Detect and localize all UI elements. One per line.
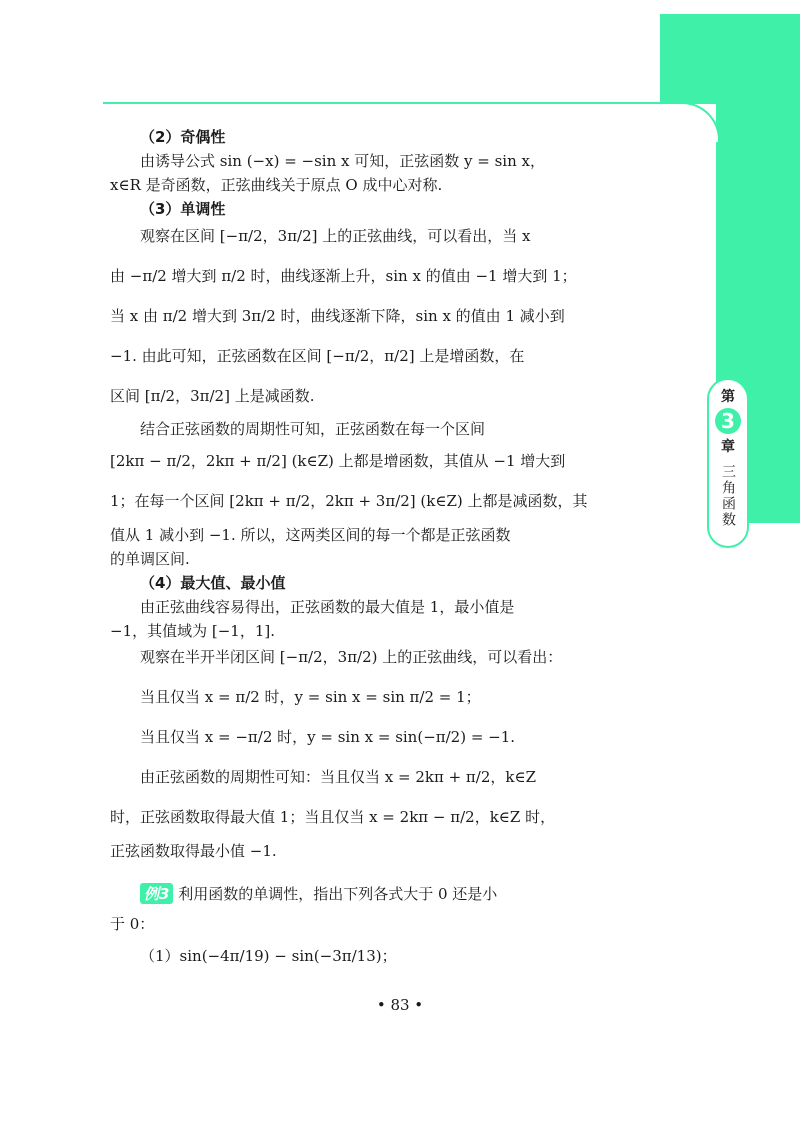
text-line: 由诱导公式 sin (−x) = −sin x 可知，正弦函数 y = sin x， [140, 152, 545, 170]
example-text: 利用函数的单调性，指出下列各式大于 0 还是小 [178, 885, 498, 903]
chapter-tab [707, 378, 749, 548]
text-line: x∈R 是奇函数，正弦曲线关于原点 O 成中心对称. [110, 176, 443, 194]
chapter-title: 三角函数 [720, 464, 736, 528]
text-line: 由正弦函数的周期性可知：当且仅当 x = 2kπ + π/2，k∈Z [140, 768, 537, 786]
text-line: 观察在区间 [−π/2，3π/2] 上的正弦曲线，可以看出，当 x [140, 227, 531, 245]
text-line: 当且仅当 x = −π/2 时，y = sin x = sin(−π/2) = −1. [140, 728, 516, 746]
text-line: 当且仅当 x = π/2 时，y = sin x = sin π/2 = 1； [140, 688, 481, 706]
text-line: 区间 [π/2，3π/2] 上是减函数. [110, 387, 315, 405]
text-line: −1. 由此可知，正弦函数在区间 [−π/2，π/2] 上是增函数，在 [110, 347, 525, 365]
text-line: 由正弦曲线容易得出，正弦函数的最大值是 1，最小值是 [140, 598, 515, 616]
text-line: 观察在半开半闭区间 [−π/2，3π/2) 上的正弦曲线，可以看出： [140, 648, 563, 666]
text-line: 正弦函数取得最小值 −1. [110, 842, 277, 860]
example-item: （1）sin(−4π/19) − sin(−3π/13)； [140, 947, 397, 965]
example-text-continued: 于 0： [110, 915, 155, 933]
page-number: • 83 • [376, 996, 424, 1014]
text-line: 1；在每一个区间 [2kπ + π/2，2kπ + 3π/2] (k∈Z) 上都是减函数，其 [110, 492, 588, 510]
text-line: [2kπ − π/2，2kπ + π/2] (k∈Z) 上都是增函数，其值从 −1 增大到 [110, 452, 566, 470]
example-heading [140, 883, 497, 904]
text-line: −1，其值域为 [−1，1]. [110, 622, 276, 640]
section-heading-monotonicity: （3）单调性 [140, 200, 226, 218]
text-line: 时，正弦函数取得最大值 1；当且仅当 x = 2kπ − π/2，k∈Z 时， [110, 808, 556, 826]
text-line: 由 −π/2 增大到 π/2 时，曲线逐渐上升，sin x 的值由 −1 增大到 1； [110, 267, 577, 285]
example-badge: 例3 [140, 883, 173, 904]
text-line: 结合正弦函数的周期性可知，正弦函数在每一个区间 [140, 420, 486, 438]
section-heading-extrema: （4）最大值、最小值 [140, 574, 286, 592]
header-rule [103, 102, 683, 104]
text-line: 值从 1 减小到 −1. 所以，这两类区间的每一个都是正弦函数 [110, 526, 511, 544]
chapter-prefix: 第 [721, 389, 735, 405]
text-line: 的单调区间. [110, 550, 190, 568]
section-heading-parity: （2）奇偶性 [140, 128, 226, 146]
chapter-suffix: 章 [721, 439, 735, 455]
text-line: 当 x 由 π/2 增大到 3π/2 时，曲线逐渐下降，sin x 的值由 1 减小到 [110, 307, 565, 325]
chapter-number: 3 [715, 408, 741, 434]
